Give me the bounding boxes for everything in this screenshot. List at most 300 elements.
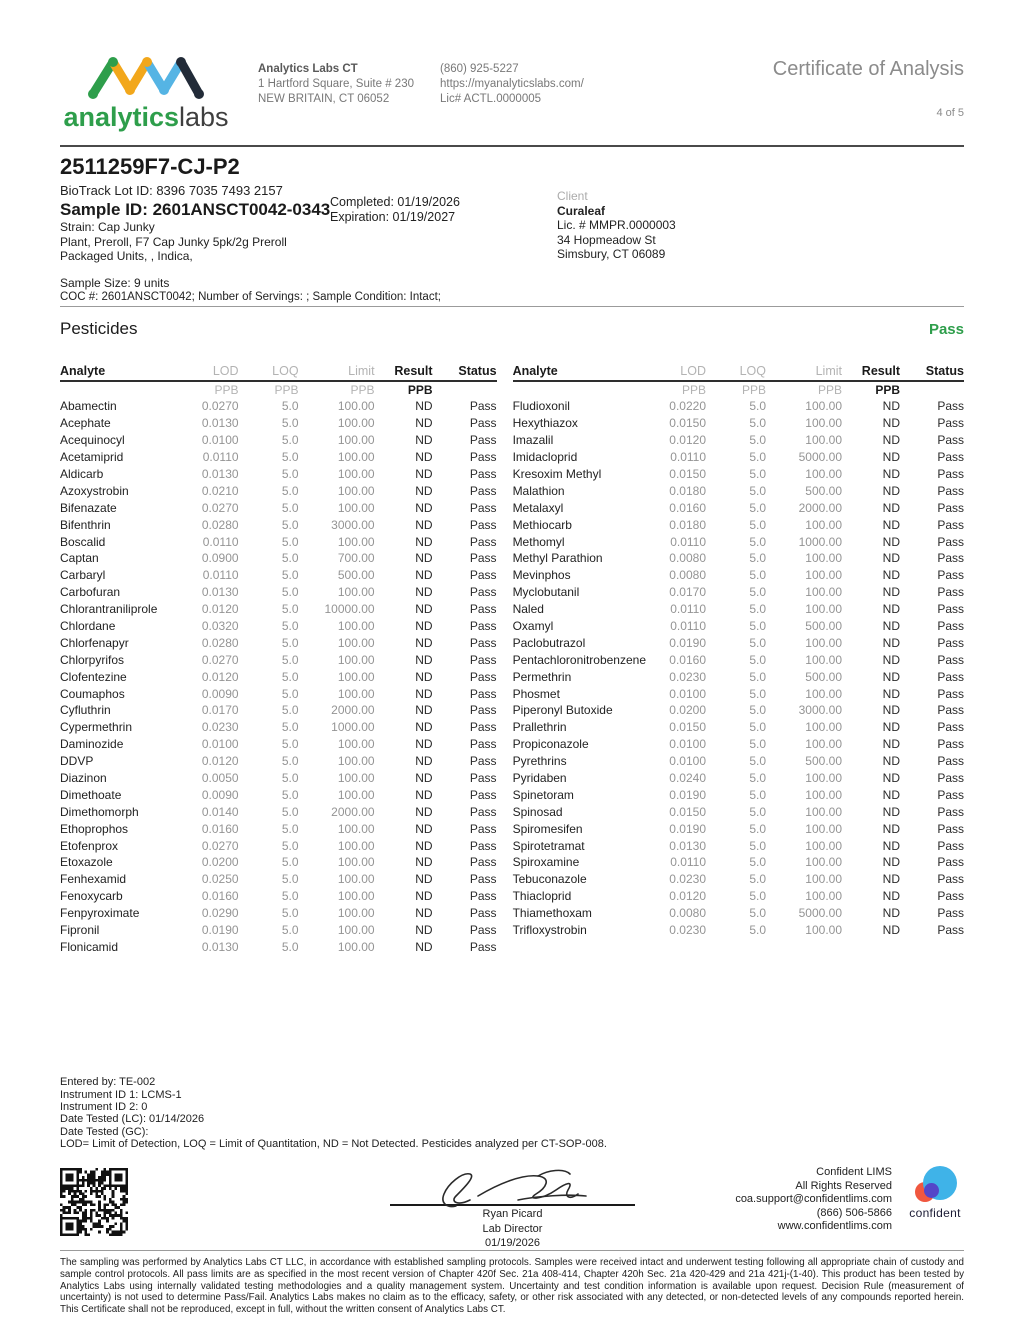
signature-line bbox=[390, 1204, 635, 1206]
lod-value: 0.0120 bbox=[669, 889, 706, 904]
limit-value: 100.00 bbox=[805, 923, 842, 938]
analyte-name: Boscalid bbox=[60, 534, 106, 549]
status-value: Pass bbox=[937, 821, 964, 836]
result-value: ND bbox=[415, 686, 433, 701]
lod-value: 0.0230 bbox=[201, 720, 239, 735]
lod-value: 0.0110 bbox=[202, 568, 239, 583]
loq-value: 5.0 bbox=[749, 669, 766, 684]
section-status-badge: Pass bbox=[928, 321, 964, 338]
table-body-right bbox=[513, 398, 964, 939]
table-row bbox=[60, 905, 497, 922]
col-lod: LOD bbox=[212, 364, 239, 378]
lod-value: 0.0120 bbox=[669, 433, 706, 448]
table-row bbox=[60, 702, 497, 719]
status-value: Pass bbox=[937, 669, 964, 684]
status-value: Pass bbox=[469, 467, 497, 481]
table-row bbox=[60, 854, 497, 871]
loq-value: 5.0 bbox=[749, 399, 766, 414]
result-value: ND bbox=[415, 534, 433, 549]
col-result: Result bbox=[394, 364, 433, 378]
status-value: Pass bbox=[937, 467, 964, 481]
loq-value: 5.0 bbox=[749, 500, 766, 515]
limit-value: 100.00 bbox=[337, 619, 375, 634]
status-value: Pass bbox=[937, 450, 964, 465]
lod-value: 0.0280 bbox=[201, 635, 239, 650]
table-row bbox=[513, 668, 964, 685]
analyte-name: Methomyl bbox=[512, 534, 565, 549]
loq-value: 5.0 bbox=[749, 872, 766, 887]
result-value: ND bbox=[415, 754, 433, 769]
loq-value: 5.0 bbox=[281, 433, 299, 448]
lab-name: Analytics Labs CT bbox=[258, 63, 358, 75]
col-status: Status bbox=[458, 364, 497, 378]
limit-value: 100.00 bbox=[805, 855, 842, 870]
analyte-name: Imazalil bbox=[512, 433, 554, 448]
loq-value: 5.0 bbox=[281, 889, 299, 904]
lod-value: 0.0100 bbox=[669, 754, 706, 769]
limit-value: 100.00 bbox=[337, 450, 375, 465]
analyte-name: Malathion bbox=[512, 483, 565, 498]
status-value: Pass bbox=[937, 652, 964, 667]
table-row bbox=[60, 922, 497, 939]
status-value: Pass bbox=[937, 737, 964, 752]
table-row bbox=[60, 871, 497, 888]
units-lod: PPB bbox=[214, 383, 239, 397]
instrument-id-1: Instrument ID 1: LCMS-1 bbox=[60, 1088, 182, 1101]
result-value: ND bbox=[415, 669, 433, 684]
lod-value: 0.0230 bbox=[669, 923, 706, 938]
limit-value: 100.00 bbox=[805, 416, 842, 431]
lod-value: 0.0160 bbox=[669, 500, 706, 515]
result-value: ND bbox=[882, 872, 900, 887]
table-row bbox=[60, 398, 497, 415]
col-analyte: Analyte bbox=[512, 364, 558, 378]
table-row bbox=[60, 567, 497, 584]
analyte-name: Chlorpyrifos bbox=[60, 652, 125, 667]
lod-value: 0.0240 bbox=[669, 771, 706, 786]
limit-value: 100.00 bbox=[337, 872, 375, 887]
table-row bbox=[60, 837, 497, 854]
limit-value: 2000.00 bbox=[331, 804, 375, 819]
analyte-name: Azoxystrobin bbox=[60, 483, 129, 498]
table-row bbox=[60, 449, 497, 466]
limit-value: 100.00 bbox=[337, 771, 375, 786]
result-value: ND bbox=[415, 703, 433, 718]
analyte-name: Carbaryl bbox=[60, 568, 106, 583]
table-row bbox=[513, 415, 964, 432]
table-row bbox=[60, 770, 497, 787]
result-value: ND bbox=[882, 467, 900, 481]
status-value: Pass bbox=[937, 771, 964, 786]
client-label: Client bbox=[557, 189, 588, 203]
result-value: ND bbox=[415, 585, 433, 600]
analyte-name: Fenpyroximate bbox=[60, 906, 140, 921]
limit-value: 100.00 bbox=[337, 483, 375, 498]
lab-phone: (860) 925-5227 bbox=[440, 63, 519, 75]
analyte-name: Mevinphos bbox=[512, 568, 571, 583]
status-value: Pass bbox=[937, 585, 964, 600]
status-value: Pass bbox=[469, 686, 497, 701]
result-value: ND bbox=[882, 483, 900, 498]
status-value: Pass bbox=[469, 450, 497, 465]
result-value: ND bbox=[415, 652, 433, 667]
lod-value: 0.0190 bbox=[669, 787, 706, 802]
result-value: ND bbox=[415, 483, 433, 498]
col-limit: Limit bbox=[348, 364, 375, 378]
result-value: ND bbox=[882, 568, 900, 583]
analyte-name: Fludioxonil bbox=[512, 399, 570, 414]
result-value: ND bbox=[415, 737, 433, 752]
loq-value: 5.0 bbox=[281, 872, 299, 887]
table-row bbox=[60, 820, 497, 837]
limit-value: 100.00 bbox=[337, 821, 375, 836]
result-value: ND bbox=[882, 737, 900, 752]
result-value: ND bbox=[415, 416, 433, 431]
test-notes bbox=[60, 1076, 964, 1150]
loq-value: 5.0 bbox=[281, 416, 299, 431]
limit-value: 100.00 bbox=[805, 838, 842, 853]
limit-value: 100.00 bbox=[337, 467, 375, 481]
table-row bbox=[60, 685, 497, 702]
result-value: ND bbox=[882, 551, 900, 566]
result-value: ND bbox=[882, 855, 900, 870]
col-loq: LOQ bbox=[739, 364, 766, 378]
limit-value: 100.00 bbox=[337, 652, 375, 667]
biotrack-lot-id: BioTrack Lot ID: 8396 7035 7493 2157 bbox=[60, 183, 283, 198]
loq-value: 5.0 bbox=[281, 450, 299, 465]
signature-date: 01/19/2026 bbox=[484, 1237, 541, 1250]
limit-value: 2000.00 bbox=[331, 703, 375, 718]
logo-word-labs: labs bbox=[179, 102, 229, 132]
result-value: ND bbox=[882, 787, 900, 802]
lod-value: 0.0120 bbox=[201, 602, 239, 617]
status-value: Pass bbox=[469, 534, 497, 549]
status-value: Pass bbox=[469, 872, 497, 887]
analyte-name: Fenhexamid bbox=[60, 872, 127, 887]
limit-value: 100.00 bbox=[805, 585, 842, 600]
table-row bbox=[513, 651, 964, 668]
analyte-name: Dimethoate bbox=[60, 787, 122, 802]
lod-value: 0.0110 bbox=[670, 534, 706, 549]
result-value: ND bbox=[882, 906, 900, 921]
units-result: PPB bbox=[875, 383, 900, 397]
table-row bbox=[513, 449, 964, 466]
limit-value: 100.00 bbox=[337, 534, 375, 549]
lod-value: 0.0900 bbox=[201, 551, 239, 566]
legend-line: LOD= Limit of Detection, LOQ = Limit of Quantitation, ND = Not Detected. Pesticides analyzed per CT-SOP-008. bbox=[60, 1137, 607, 1150]
status-value: Pass bbox=[469, 787, 497, 802]
analyte-name: Myclobutanil bbox=[512, 585, 580, 600]
analyte-name: DDVP bbox=[60, 754, 94, 769]
limit-value: 1000.00 bbox=[331, 720, 375, 735]
col-result: Result bbox=[861, 364, 900, 378]
status-value: Pass bbox=[469, 703, 497, 718]
status-value: Pass bbox=[937, 720, 964, 735]
sample-id: Sample ID: 2601ANSCT0042-0343 bbox=[60, 200, 331, 219]
table-row bbox=[513, 736, 964, 753]
limit-value: 100.00 bbox=[337, 906, 375, 921]
table-row bbox=[513, 753, 964, 770]
units-result: PPB bbox=[407, 383, 433, 397]
table-row bbox=[60, 668, 497, 685]
result-value: ND bbox=[882, 585, 900, 600]
loq-value: 5.0 bbox=[749, 467, 766, 481]
analyte-name: Acephate bbox=[60, 416, 111, 431]
analyte-name: Spirotetramat bbox=[512, 838, 585, 853]
loq-value: 5.0 bbox=[749, 804, 766, 819]
lod-value: 0.0150 bbox=[669, 416, 706, 431]
limit-value: 100.00 bbox=[805, 467, 842, 481]
status-value: Pass bbox=[937, 686, 964, 701]
analyte-name: Pyridaben bbox=[512, 771, 567, 786]
limit-value: 100.00 bbox=[805, 804, 842, 819]
result-value: ND bbox=[882, 433, 900, 448]
analyte-name: Chlorfenapyr bbox=[60, 635, 129, 650]
loq-value: 5.0 bbox=[281, 585, 299, 600]
status-value: Pass bbox=[937, 517, 964, 532]
analyte-name: Naled bbox=[512, 602, 544, 617]
lod-value: 0.0130 bbox=[201, 416, 239, 431]
limit-value: 500.00 bbox=[337, 568, 375, 583]
limit-value: 10000.00 bbox=[324, 602, 375, 617]
analyte-name: Hexythiazox bbox=[512, 416, 578, 431]
analyte-name: Prallethrin bbox=[512, 720, 567, 735]
limit-value: 100.00 bbox=[337, 585, 375, 600]
status-value: Pass bbox=[469, 855, 497, 870]
loq-value: 5.0 bbox=[749, 821, 766, 836]
result-value: ND bbox=[415, 619, 433, 634]
header bbox=[60, 50, 964, 133]
loq-value: 5.0 bbox=[749, 534, 766, 549]
result-value: ND bbox=[882, 771, 900, 786]
lab-address-line2: NEW BRITAIN, CT 06052 bbox=[258, 93, 390, 105]
status-value: Pass bbox=[937, 602, 964, 617]
status-value: Pass bbox=[937, 703, 964, 718]
loq-value: 5.0 bbox=[749, 923, 766, 938]
lod-value: 0.0180 bbox=[669, 517, 706, 532]
result-value: ND bbox=[882, 754, 900, 769]
analyte-name: Fenoxycarb bbox=[60, 889, 123, 904]
table-row bbox=[60, 601, 497, 618]
status-value: Pass bbox=[937, 635, 964, 650]
loq-value: 5.0 bbox=[281, 483, 299, 498]
limit-value: 100.00 bbox=[805, 433, 842, 448]
client-license: Lic. # MMPR.0000003 bbox=[557, 218, 676, 232]
limit-value: 2000.00 bbox=[798, 500, 842, 515]
limit-value: 1000.00 bbox=[798, 534, 842, 549]
col-loq: LOQ bbox=[272, 364, 299, 378]
analyte-name: Chlordane bbox=[60, 619, 116, 634]
analyte-name: Dimethomorph bbox=[60, 804, 139, 819]
analyte-name: Bifenthrin bbox=[60, 517, 111, 532]
table-row bbox=[60, 618, 497, 635]
date-tested-lc: Date Tested (LC): 01/14/2026 bbox=[60, 1113, 205, 1126]
loq-value: 5.0 bbox=[281, 838, 299, 853]
result-value: ND bbox=[882, 602, 900, 617]
loq-value: 5.0 bbox=[281, 923, 299, 938]
result-value: ND bbox=[882, 686, 900, 701]
packaged-units: Packaged Units, , Indica, bbox=[60, 249, 193, 264]
lims-website: www.confidentlims.com bbox=[777, 1220, 892, 1233]
table-row bbox=[60, 719, 497, 736]
status-value: Pass bbox=[469, 483, 497, 498]
result-value: ND bbox=[415, 872, 433, 887]
analyte-name: Methiocarb bbox=[512, 517, 572, 532]
loq-value: 5.0 bbox=[281, 534, 299, 549]
lod-value: 0.0150 bbox=[669, 467, 706, 481]
table-row bbox=[513, 567, 964, 584]
result-value: ND bbox=[415, 720, 433, 735]
analyte-name: Methyl Parathion bbox=[512, 551, 603, 566]
loq-value: 5.0 bbox=[281, 737, 299, 752]
result-value: ND bbox=[882, 517, 900, 532]
signature-block bbox=[390, 1166, 635, 1250]
analyte-name: Oxamyl bbox=[512, 619, 554, 634]
status-value: Pass bbox=[469, 399, 497, 414]
loq-value: 5.0 bbox=[749, 483, 766, 498]
limit-value: 500.00 bbox=[805, 669, 842, 684]
lod-value: 0.0110 bbox=[202, 450, 239, 465]
result-value: ND bbox=[415, 467, 433, 481]
status-value: Pass bbox=[469, 821, 497, 836]
table-row bbox=[60, 634, 497, 651]
col-analyte: Analyte bbox=[60, 364, 106, 378]
lod-value: 0.0110 bbox=[670, 619, 706, 634]
table-row bbox=[513, 499, 964, 516]
limit-value: 100.00 bbox=[805, 720, 842, 735]
loq-value: 5.0 bbox=[281, 568, 299, 583]
result-value: ND bbox=[415, 500, 433, 515]
units-loq: PPB bbox=[741, 383, 766, 397]
analyte-name: Propiconazole bbox=[512, 737, 589, 752]
loq-value: 5.0 bbox=[749, 619, 766, 634]
lod-value: 0.0130 bbox=[201, 585, 239, 600]
table-row bbox=[60, 753, 497, 770]
limit-value: 700.00 bbox=[337, 551, 375, 566]
lod-value: 0.0270 bbox=[201, 838, 239, 853]
units-lod: PPB bbox=[681, 383, 706, 397]
limit-value: 100.00 bbox=[337, 939, 375, 954]
result-value: ND bbox=[882, 804, 900, 819]
lod-value: 0.0170 bbox=[201, 703, 239, 718]
coc-line: COC #: 2601ANSCT0042; Number of Servings: ; Sample Condition: Intact; bbox=[60, 291, 441, 304]
status-value: Pass bbox=[469, 771, 497, 786]
lod-value: 0.0190 bbox=[201, 923, 239, 938]
confident-wordmark: confident bbox=[909, 1206, 961, 1221]
loq-value: 5.0 bbox=[281, 906, 299, 921]
lod-value: 0.0160 bbox=[201, 889, 239, 904]
status-value: Pass bbox=[469, 500, 497, 515]
result-value: ND bbox=[415, 804, 433, 819]
table-row bbox=[60, 786, 497, 803]
loq-value: 5.0 bbox=[749, 720, 766, 735]
result-value: ND bbox=[415, 635, 433, 650]
units-loq: PPB bbox=[274, 383, 299, 397]
completed-date: Completed: 01/19/2026 bbox=[330, 195, 460, 209]
lod-value: 0.0110 bbox=[202, 534, 239, 549]
analyte-name: Trifloxystrobin bbox=[512, 923, 587, 938]
lod-value: 0.0090 bbox=[201, 686, 239, 701]
footer-divider bbox=[60, 1250, 964, 1251]
limit-value: 100.00 bbox=[805, 686, 842, 701]
table-body-left bbox=[60, 398, 497, 955]
limit-value: 100.00 bbox=[805, 737, 842, 752]
table-row bbox=[513, 820, 964, 837]
lims-name: Confident LIMS bbox=[816, 1166, 892, 1179]
table-row bbox=[60, 584, 497, 601]
lab-contact-block bbox=[440, 50, 584, 107]
limit-value: 100.00 bbox=[805, 551, 842, 566]
analyte-name: Etofenprox bbox=[60, 838, 119, 853]
limit-value: 100.00 bbox=[337, 669, 375, 684]
result-value: ND bbox=[882, 416, 900, 431]
lod-value: 0.0210 bbox=[201, 483, 239, 498]
analyte-name: Diazinon bbox=[60, 771, 107, 786]
lod-value: 0.0230 bbox=[669, 872, 706, 887]
status-value: Pass bbox=[937, 416, 964, 431]
signer-name: Ryan Picard bbox=[482, 1208, 543, 1221]
status-value: Pass bbox=[469, 804, 497, 819]
table-row bbox=[513, 634, 964, 651]
loq-value: 5.0 bbox=[749, 754, 766, 769]
limit-value: 100.00 bbox=[337, 787, 375, 802]
lod-value: 0.0130 bbox=[669, 838, 706, 853]
loq-value: 5.0 bbox=[749, 635, 766, 650]
analyte-name: Permethrin bbox=[512, 669, 572, 684]
lod-value: 0.0090 bbox=[201, 787, 239, 802]
loq-value: 5.0 bbox=[281, 500, 299, 515]
limit-value: 3000.00 bbox=[798, 703, 842, 718]
table-row bbox=[513, 466, 964, 483]
limit-value: 100.00 bbox=[337, 686, 375, 701]
result-value: ND bbox=[882, 500, 900, 515]
table-row bbox=[513, 618, 964, 635]
loq-value: 5.0 bbox=[749, 433, 766, 448]
analyte-name: Acetamiprid bbox=[60, 450, 124, 465]
result-value: ND bbox=[882, 720, 900, 735]
loq-value: 5.0 bbox=[281, 787, 299, 802]
limit-value: 500.00 bbox=[805, 619, 842, 634]
limit-value: 3000.00 bbox=[331, 517, 375, 532]
header-right bbox=[773, 50, 964, 119]
pesticides-table-right bbox=[513, 364, 964, 955]
analyte-name: Kresoxim Methyl bbox=[512, 467, 602, 481]
table-row bbox=[513, 432, 964, 449]
table-row bbox=[60, 533, 497, 550]
lod-value: 0.0250 bbox=[201, 872, 239, 887]
table-row bbox=[513, 550, 964, 567]
loq-value: 5.0 bbox=[281, 703, 299, 718]
loq-value: 5.0 bbox=[749, 838, 766, 853]
date-tested-gc: Date Tested (GC): bbox=[60, 1125, 149, 1138]
status-value: Pass bbox=[469, 889, 497, 904]
status-value: Pass bbox=[937, 787, 964, 802]
result-value: ND bbox=[882, 821, 900, 836]
units-limit: PPB bbox=[350, 383, 375, 397]
lod-value: 0.0080 bbox=[669, 551, 706, 566]
result-value: ND bbox=[415, 433, 433, 448]
analyte-name: Daminozide bbox=[60, 737, 124, 752]
limit-value: 500.00 bbox=[805, 483, 842, 498]
loq-value: 5.0 bbox=[281, 771, 299, 786]
analyte-name: Fipronil bbox=[60, 923, 100, 938]
analyte-name: Etoxazole bbox=[60, 855, 113, 870]
limit-value: 100.00 bbox=[805, 652, 842, 667]
status-value: Pass bbox=[469, 517, 497, 532]
analyte-name: Pentachloronitrobenzene bbox=[512, 652, 646, 667]
table-row bbox=[60, 516, 497, 533]
lab-website: https://myanalyticslabs.com/ bbox=[440, 78, 584, 90]
